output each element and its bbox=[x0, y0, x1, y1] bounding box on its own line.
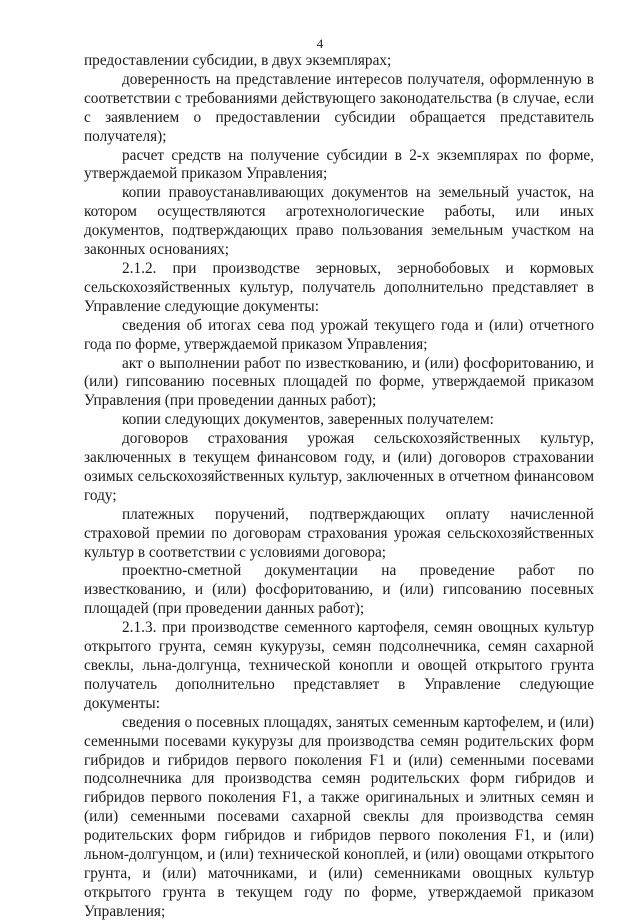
paragraph: доверенность на представление интересов получателя, оформленную в соответствии с требованиями действующего законодательства (в случае, если с заявлением о предоставлении субсидии обращается представитель получателя); bbox=[84, 70, 594, 145]
paragraph: акт о выполнении работ по известкованию, и (или) фосфоритованию, и (или) гипсованию посевных площадей по форме, утверждаемой приказом Управления (при проведении данных работ); bbox=[84, 354, 594, 410]
paragraph: копии правоустанавливающих документов на земельный участок, на котором осуществляются агротехнологические работы, или иных документов, подтверждающих право пользования земельным участком на законных основаниях; bbox=[84, 184, 594, 259]
paragraph: предоставлении субсидии, в двух экземплярах; bbox=[84, 52, 392, 69]
document-body bbox=[84, 52, 594, 922]
paragraph: расчет средств на получение субсидии в 2-х экземплярах по форме, утверждаемой приказом Управления; bbox=[84, 146, 594, 183]
paragraph: платежных поручений, подтверждающих оплату начисленной страховой премии по договорам страхования урожая сельскохозяйственных культур в соответствии с условиями договора; bbox=[84, 505, 594, 561]
paragraph: 2.1.3. при производстве семенного картофеля, семян овощных культур открытого грунта, семян кукурузы, семян подсолнечника, семян сахарной свеклы, льна-долгунца, технической конопли и овощей открытого грунта получатель дополнительно представляет в Управление следующие документы: bbox=[84, 619, 594, 712]
paragraph: сведения об итогах сева под урожай текущего года и (или) отчетного года по форме, утверждаемой приказом Управления; bbox=[84, 316, 594, 353]
paragraph: 2.1.2. при производстве зерновых, зернобобовых и кормовых сельскохозяйственных культур, получатель дополнительно представляет в Управление следующие документы: bbox=[84, 259, 594, 315]
paragraph: копии следующих документов, заверенных получателем: bbox=[122, 411, 494, 429]
paragraph: договоров страхования урожая сельскохозяйственных культур, заключенных в текущем финансовом году, и (или) договоров страховании озимых сельскохозяйственных культур, заключенных в отчетном финансовом году; bbox=[84, 430, 594, 504]
paragraph: сведения о посевных площадях, занятых семенным картофелем, и (или) семенными посевами кукурузы для производства семян родительских форм гибридов и гибридов первого поколения F1 и (или) семенными посевами подсолнечника для производства семян родительских форм гибридов и гибридов первого поколения F1, а также оригинальных и элитных семян и (или) семенными посевами сахарной свеклы для производства семян родительских форм гибридов и гибридов первого поколения F1, и (или) льном-долгунцом, и (или) технической коноплей, и (или) овощами открытого грунта, и (или) маточниками, и (или) семенниками овощных культур открытого грунта в текущем году по форме, утверждаемой приказом Управления; bbox=[84, 713, 594, 920]
page-number: 4 bbox=[316, 36, 324, 51]
paragraph: проектно-сметной документации на проведение работ по известкованию, и (или) фосфоритованию, и (или) гипсованию посевных площадей (при проведении данных работ); bbox=[84, 562, 594, 618]
